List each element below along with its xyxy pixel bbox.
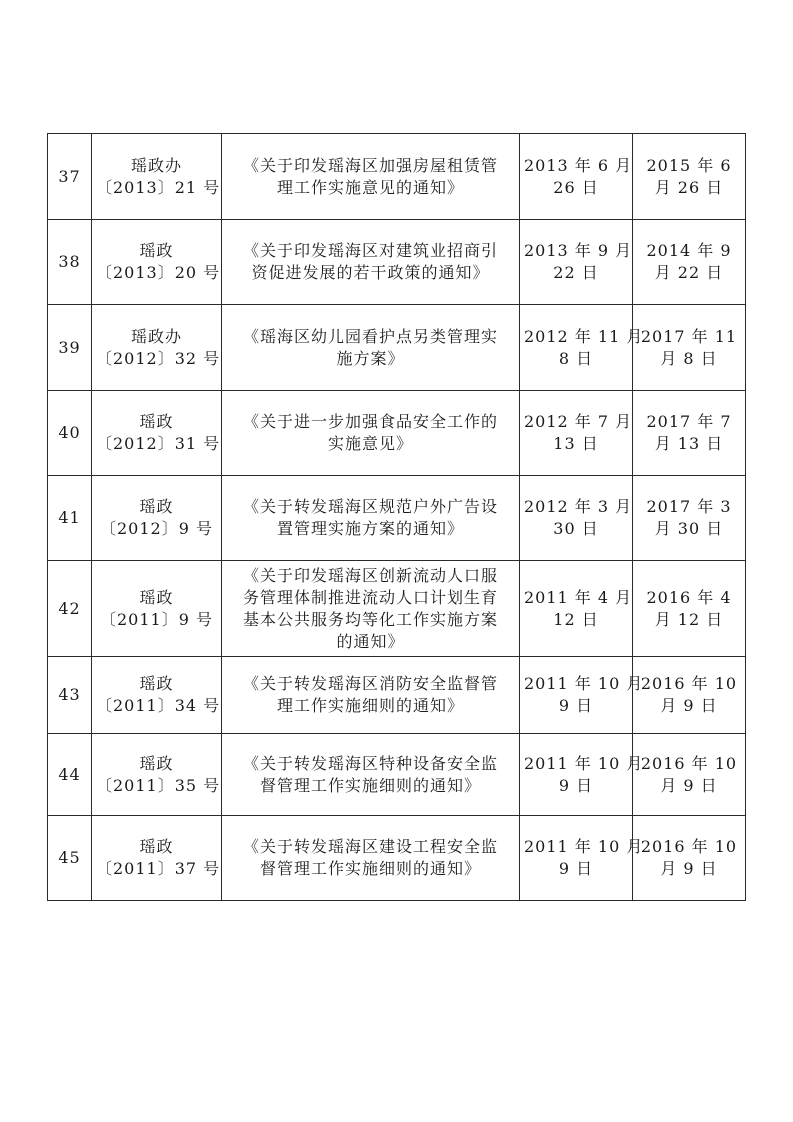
expiry-date: 2016 年 10 月 9 日	[633, 734, 746, 816]
document-title: 《关于转发瑶海区消防安全监督管 理工作实施细则的通知》	[222, 657, 520, 734]
row-number: 39	[48, 305, 92, 391]
document-code: 瑶政 〔2011〕35 号	[92, 734, 222, 816]
issue-date: 2011 年 10 月 9 日	[520, 657, 633, 734]
issue-date: 2012 年 3 月 30 日	[520, 476, 633, 561]
row-number: 40	[48, 391, 92, 476]
document-code: 瑶政办 〔2012〕32 号	[92, 305, 222, 391]
document-code: 瑶政 〔2013〕20 号	[92, 220, 222, 305]
table-row	[48, 476, 746, 561]
table-row	[48, 220, 746, 305]
expiry-date: 2016 年 4 月 12 日	[633, 561, 746, 657]
expiry-date: 2015 年 6 月 26 日	[633, 134, 746, 220]
expiry-date: 2016 年 10 月 9 日	[633, 816, 746, 901]
issue-date: 2013 年 6 月 26 日	[520, 134, 633, 220]
expiry-date: 2017 年 3 月 30 日	[633, 476, 746, 561]
row-number: 42	[48, 561, 92, 657]
expiry-date: 2016 年 10 月 9 日	[633, 657, 746, 734]
document-title: 《关于转发瑶海区规范户外广告设 置管理实施方案的通知》	[222, 476, 520, 561]
table-row	[48, 134, 746, 220]
document-code: 瑶政 〔2011〕37 号	[92, 816, 222, 901]
expiry-date: 2017 年 11 月 8 日	[633, 305, 746, 391]
issue-date: 2012 年 7 月 13 日	[520, 391, 633, 476]
document-code: 瑶政 〔2012〕31 号	[92, 391, 222, 476]
table-row	[48, 734, 746, 816]
document-code: 瑶政 〔2012〕9 号	[92, 476, 222, 561]
document-code: 瑶政 〔2011〕34 号	[92, 657, 222, 734]
table-row	[48, 816, 746, 901]
document-code: 瑶政 〔2011〕9 号	[92, 561, 222, 657]
document-title: 《关于转发瑶海区特种设备安全监 督管理工作实施细则的通知》	[222, 734, 520, 816]
issue-date: 2013 年 9 月 22 日	[520, 220, 633, 305]
row-number: 41	[48, 476, 92, 561]
table-row	[48, 305, 746, 391]
document-title: 《关于转发瑶海区建设工程安全监 督管理工作实施细则的通知》	[222, 816, 520, 901]
row-number: 38	[48, 220, 92, 305]
document-title: 《关于印发瑶海区创新流动人口服 务管理体制推进流动人口计划生育 基本公共服务均等化工作实施方案 的通知》	[222, 561, 520, 657]
document-code: 瑶政办 〔2013〕21 号	[92, 134, 222, 220]
issue-date: 2011 年 10 月 9 日	[520, 734, 633, 816]
expiry-date: 2017 年 7 月 13 日	[633, 391, 746, 476]
document-title: 《关于印发瑶海区加强房屋租赁管 理工作实施意见的通知》	[222, 134, 520, 220]
issue-date: 2012 年 11 月 8 日	[520, 305, 633, 391]
table-row	[48, 657, 746, 734]
issue-date: 2011 年 4 月 12 日	[520, 561, 633, 657]
row-number: 37	[48, 134, 92, 220]
document-title: 《关于进一步加强食品安全工作的 实施意见》	[222, 391, 520, 476]
expiry-date: 2014 年 9 月 22 日	[633, 220, 746, 305]
issue-date: 2011 年 10 月 9 日	[520, 816, 633, 901]
document-table	[47, 133, 746, 901]
row-number: 43	[48, 657, 92, 734]
table-row	[48, 561, 746, 657]
row-number: 45	[48, 816, 92, 901]
document-title: 《关于印发瑶海区对建筑业招商引 资促进发展的若干政策的通知》	[222, 220, 520, 305]
document-title: 《瑶海区幼儿园看护点另类管理实 施方案》	[222, 305, 520, 391]
table-row	[48, 391, 746, 476]
row-number: 44	[48, 734, 92, 816]
